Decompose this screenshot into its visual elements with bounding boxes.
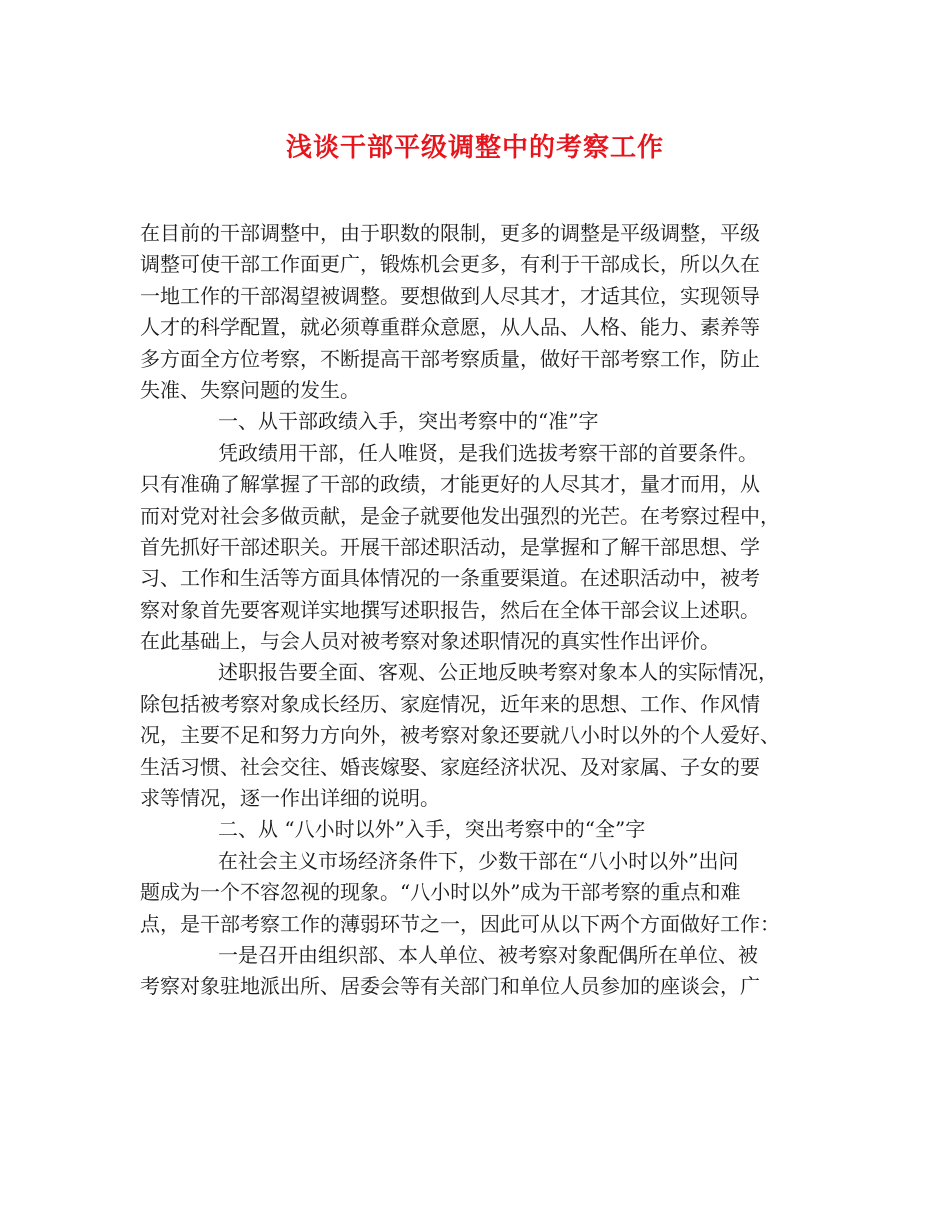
section-heading: 一、从干部政绩入手，突出考察中的“准”字	[218, 409, 599, 434]
text-line: 在社会主义市场经济条件下，少数干部在“八小时以外”出问	[218, 848, 739, 873]
text-line: 调整可使干部工作面更广，锻炼机会更多，有利于干部成长，所以久在	[140, 252, 760, 277]
text-line: 只有准确了解掌握了干部的政绩，才能更好的人尽其才，量才而用，从	[140, 472, 760, 497]
text-line: 一地工作的干部渴望被调整。要想做到人尽其才，才适其位，实现领导	[140, 283, 760, 308]
text-line: 察对象首先要客观详实地撰写述职报告，然后在全体干部会议上述职。	[140, 597, 760, 622]
text-line: 在此基础上，与会人员对被考察对象述职情况的真实性作出评价。	[140, 629, 720, 654]
text-line: 生活习惯、社会交往、婚丧嫁娶、家庭经济状况、及对家属、子女的要	[140, 754, 760, 779]
document-title: 浅谈干部平级调整中的考察工作	[285, 133, 664, 163]
text-line: 而对党对社会多做贡献，是金子就要他发出强烈的光芒。在考察过程中，	[140, 503, 780, 528]
text-line: 首先抓好干部述职关。开展干部述职活动，是掌握和了解干部思想、学	[140, 534, 760, 559]
text-line: 一是召开由组织部、本人单位、被考察对象配偶所在单位、被	[218, 942, 758, 967]
text-line: 求等情况，逐一作出详细的说明。	[140, 786, 440, 811]
text-line: 失准、失察问题的发生。	[140, 377, 360, 402]
document-body	[140, 218, 830, 1003]
text-line: 在目前的干部调整中，由于职数的限制，更多的调整是平级调整，平级	[140, 221, 760, 245]
text-line: 多方面全方位考察，不断提高干部考察质量，做好干部考察工作，防止	[140, 346, 760, 371]
text-line: 况，主要不足和努力方向外，被考察对象还要就八小时以外的个人爱好、	[140, 723, 780, 748]
text-line: 述职报告要全面、客观、公正地反映考察对象本人的实际情况，	[218, 660, 778, 685]
text-line: 习、工作和生活等方面具体情况的一条重要渠道。在述职活动中，被考	[140, 566, 760, 591]
text-line: 人才的科学配置，就必须尊重群众意愿，从人品、人格、能力、素养等	[140, 315, 760, 340]
text-line: 点，是干部考察工作的薄弱环节之一，因此可从以下两个方面做好工作：	[140, 911, 780, 936]
text-line: 凭政绩用干部，任人唯贤，是我们选拔考察干部的首要条件。	[218, 440, 758, 465]
section-heading: 二、从 “八小时以外”入手，突出考察中的“全”字	[218, 817, 646, 842]
text-line: 考察对象驻地派出所、居委会等有关部门和单位人员参加的座谈会，广	[140, 974, 760, 999]
text-line: 题成为一个不容忽视的现象。“八小时以外”成为干部考察的重点和难	[140, 880, 741, 905]
text-line: 除包括被考察对象成长经历、家庭情况，近年来的思想、工作、作风情	[140, 691, 760, 716]
